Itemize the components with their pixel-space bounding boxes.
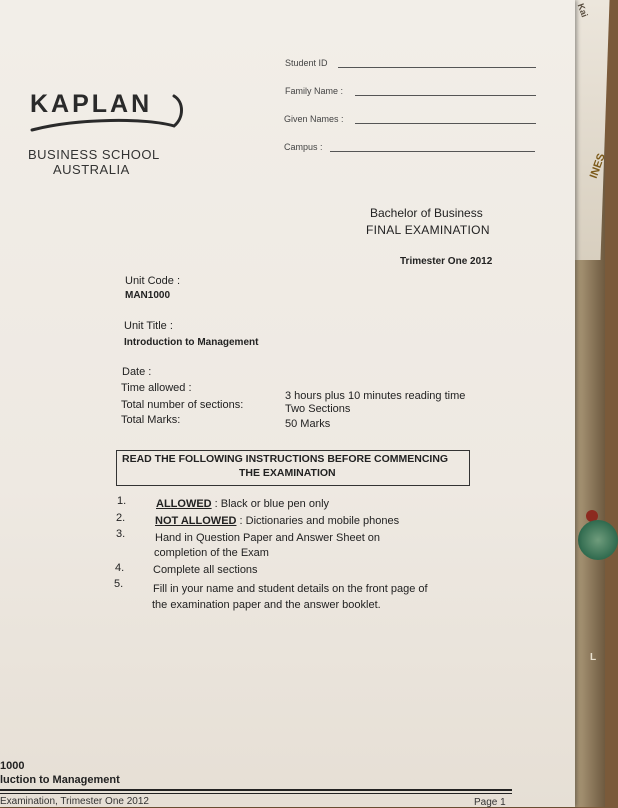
date-label: Date :	[122, 366, 152, 378]
instruction-key: NOT ALLOWED	[155, 515, 237, 527]
instruction-item	[156, 498, 329, 510]
instruction-text: Fill in your name and student details on the front page of	[153, 583, 428, 595]
campus-label: Campus :	[284, 142, 323, 152]
sections-label: Total number of sections:	[121, 399, 244, 411]
underlying-page-text-mid: INES	[587, 151, 608, 181]
kaplan-swoosh-icon	[28, 96, 188, 138]
school-name-line2: AUSTRALIA	[53, 162, 130, 177]
instruction-text: : Black or blue pen only	[211, 498, 330, 510]
marks-value: 50 Marks	[285, 418, 331, 430]
family-name-label: Family Name :	[285, 86, 344, 96]
instruction-key: ALLOWED	[156, 498, 212, 510]
instruction-text: completion of the Exam	[154, 547, 269, 559]
instruction-number: 2.	[116, 512, 126, 524]
footer-rule	[0, 793, 512, 794]
footer-unit-code: 1000	[0, 760, 25, 772]
unit-title-label: Unit Title :	[124, 320, 173, 332]
exam-type: FINAL EXAMINATION	[366, 223, 490, 237]
instruction-number: 1.	[117, 495, 127, 507]
time-allowed-label: Time allowed :	[121, 382, 192, 394]
instruction-number: 5.	[114, 578, 124, 590]
instruction-number: 3.	[116, 528, 126, 540]
instructions-header-line1: READ THE FOLLOWING INSTRUCTIONS BEFORE COMMENCING	[122, 453, 449, 465]
instructions-header-line2: THE EXAMINATION	[239, 467, 336, 479]
underlying-letter: L	[590, 652, 597, 663]
time-allowed-value: 3 hours plus 10 minutes reading time	[285, 390, 466, 402]
underlying-page-text-top: Kai	[575, 2, 590, 19]
student-id-line[interactable]	[338, 67, 536, 68]
footer-page-number: Page 1	[474, 797, 506, 808]
family-name-line[interactable]	[355, 95, 536, 96]
instruction-number: 4.	[115, 562, 125, 574]
given-names-line[interactable]	[355, 123, 536, 124]
unit-code-label: Unit Code :	[125, 275, 181, 287]
kaplan-logo-text: KAPLAN	[30, 90, 153, 118]
campus-line[interactable]	[330, 151, 535, 152]
instruction-text: Hand in Question Paper and Answer Sheet on	[155, 532, 381, 544]
student-id-label: Student ID	[285, 58, 328, 68]
instruction-text: : Dictionaries and mobile phones	[236, 515, 400, 527]
instruction-text: the examination paper and the answer booklet.	[152, 599, 381, 611]
marks-label: Total Marks:	[121, 414, 181, 426]
instruction-text: Complete all sections	[153, 564, 258, 576]
underlying-green-disc	[578, 520, 618, 560]
footer-unit-title: luction to Management	[0, 774, 120, 786]
footer-rule	[0, 789, 512, 791]
sections-value: Two Sections	[285, 403, 351, 415]
footer-exam-name: Examination, Trimester One 2012	[0, 796, 149, 807]
school-name-line1: BUSINESS SCHOOL	[28, 147, 160, 162]
unit-code: MAN1000	[125, 290, 171, 301]
unit-title: Introduction to Management	[124, 337, 259, 348]
given-names-label: Given Names :	[284, 114, 344, 124]
degree-title: Bachelor of Business	[370, 206, 483, 220]
instruction-item	[155, 515, 399, 527]
trimester: Trimester One 2012	[400, 256, 493, 267]
